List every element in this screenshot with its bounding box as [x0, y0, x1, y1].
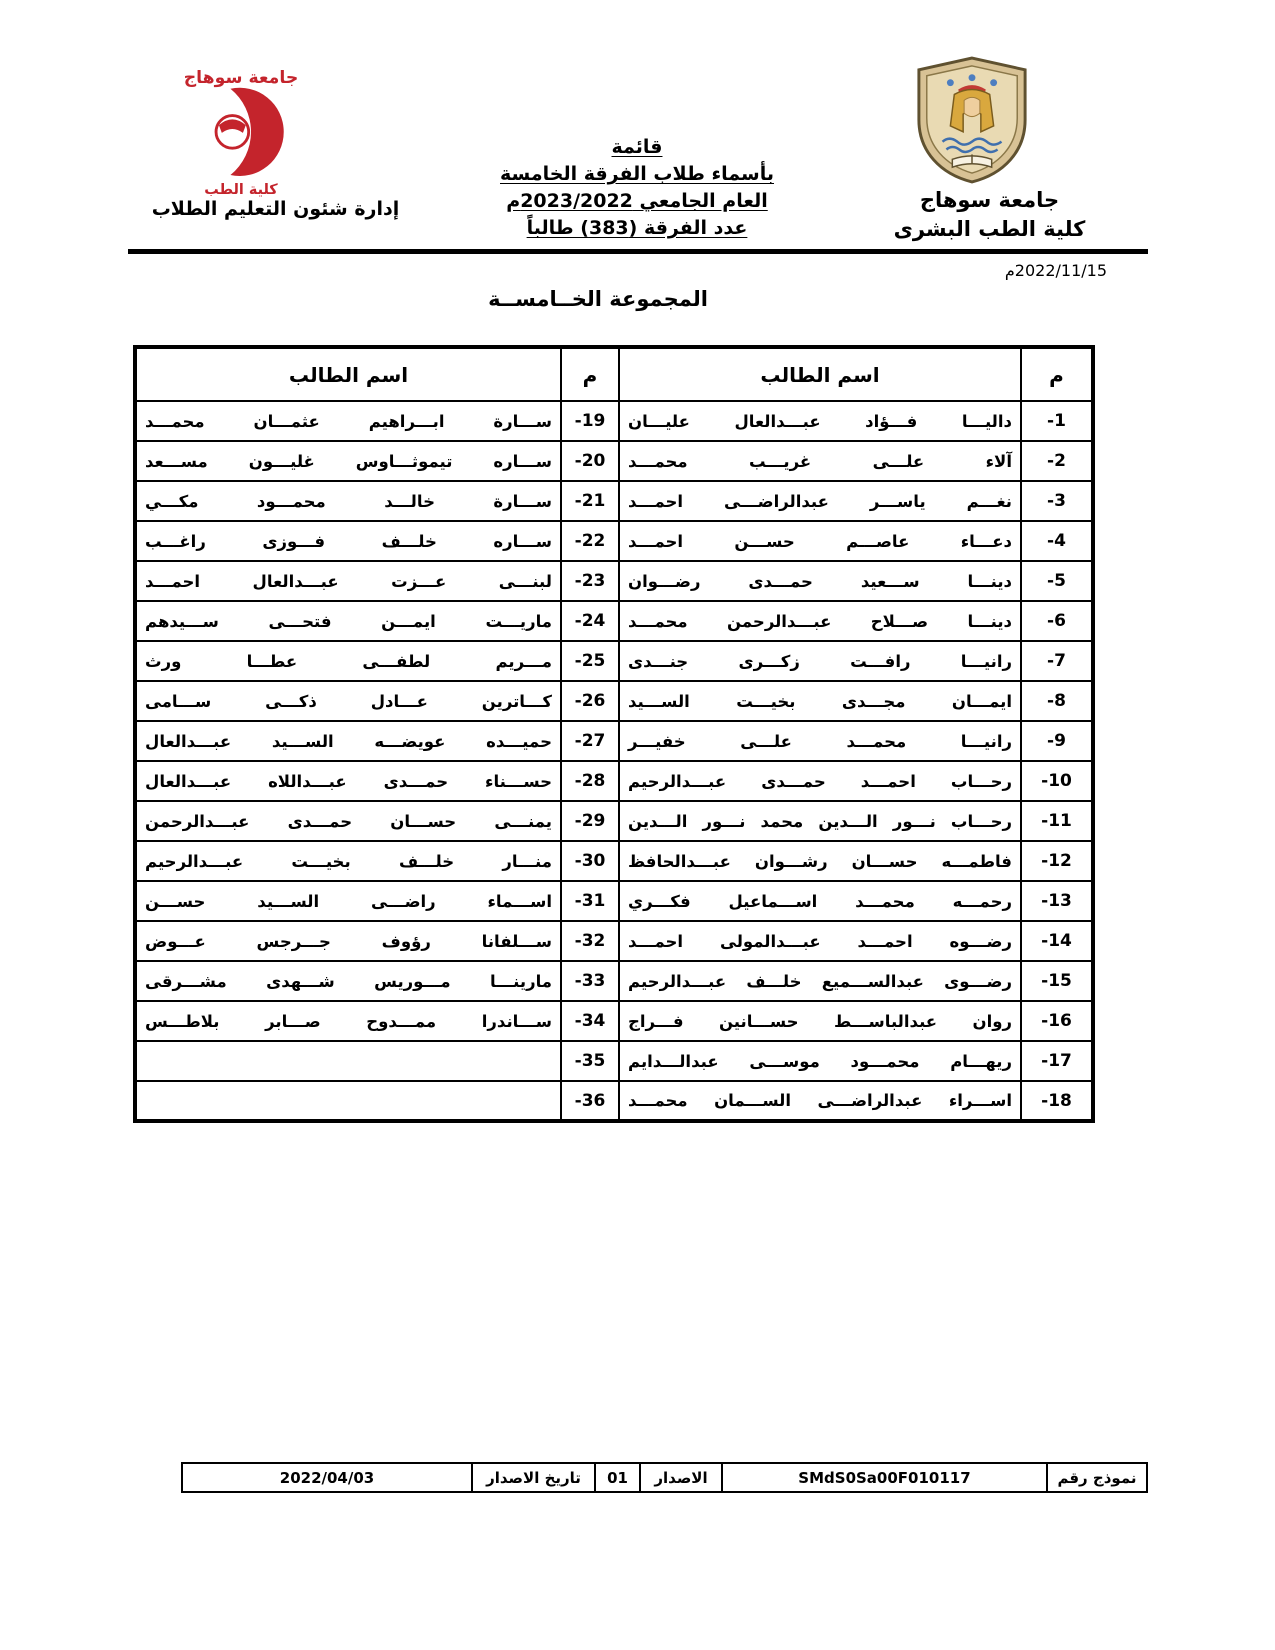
serial-number-cell: -4: [1021, 521, 1093, 561]
serial-number-cell: -31: [561, 881, 619, 921]
student-name-cell: ســـاره تيموثـــاوس غليـــون مســـعد: [135, 441, 561, 481]
student-name-cell: روان عبدالباســـط حســـانين فـــراج: [619, 1001, 1021, 1041]
student-name-cell: ســـارة ابـــراهيم عثمـــان محمـــد: [135, 401, 561, 441]
serial-number-cell: -21: [561, 481, 619, 521]
serial-number-cell: -28: [561, 761, 619, 801]
student-name-cell: [135, 1041, 561, 1081]
student-name-cell: ايمـــان مجـــدى بخيـــت الســـيد: [619, 681, 1021, 721]
serial-number-cell: -35: [561, 1041, 619, 1081]
table-row: [135, 401, 1093, 441]
student-name-cell: نغـــم ياســـر عبدالراضـــى احمـــد: [619, 481, 1021, 521]
student-name-cell: مـــريم لطفـــى عطـــا ورث: [135, 641, 561, 681]
serial-number-cell: -27: [561, 721, 619, 761]
student-name-cell: ســـارة خالـــد محمـــود مكـــي: [135, 481, 561, 521]
student-name-cell: رضـــوى عبدالســـميع خلـــف عبـــدالرحيم: [619, 961, 1021, 1001]
serial-number-cell: -25: [561, 641, 619, 681]
student-name-cell: لبنـــى عـــزت عبـــدالعال احمـــد: [135, 561, 561, 601]
serial-number-cell: -3: [1021, 481, 1093, 521]
serial-number-cell: -26: [561, 681, 619, 721]
serial-number-cell: -2: [1021, 441, 1093, 481]
table-row: [135, 1041, 1093, 1081]
table-row: [135, 481, 1093, 521]
serial-number-cell: -10: [1021, 761, 1093, 801]
student-name-cell: حســـناء حمـــدى عبـــداللاه عبـــدالعال: [135, 761, 561, 801]
table-row: [135, 761, 1093, 801]
serial-number-cell: -18: [1021, 1081, 1093, 1121]
doc-subtitle: بأسماء طلاب الفرقة الخامسة: [500, 163, 774, 185]
serial-number-cell: -11: [1021, 801, 1093, 841]
shield-icon: [913, 54, 1031, 186]
serial-number-cell: -12: [1021, 841, 1093, 881]
serial-number-cell: -17: [1021, 1041, 1093, 1081]
academic-year: العام الجامعي 2023/2022م: [506, 190, 768, 212]
faculty-name: كلية الطب البشرى: [893, 217, 1086, 241]
header-divider: [128, 249, 1148, 254]
student-name-cell: رحـــاب احمـــد حمـــدى عبـــدالرحيم: [619, 761, 1021, 801]
student-name-cell: مارينـــا مـــوريس شـــهدى مشـــرقى: [135, 961, 561, 1001]
table-header-row: [135, 347, 1093, 401]
form-number-value: SMdS0Sa00F010117: [722, 1463, 1047, 1492]
table-row: [135, 881, 1093, 921]
issue-date-value: 2022/04/03: [182, 1463, 472, 1492]
university-shield-logo: [913, 54, 1031, 186]
column-header-num-right: م: [1021, 347, 1093, 401]
doc-title: قائمة: [611, 136, 663, 158]
serial-number-cell: -29: [561, 801, 619, 841]
table-row: [135, 521, 1093, 561]
serial-number-cell: -7: [1021, 641, 1093, 681]
issue-label: الاصدار: [640, 1463, 722, 1492]
serial-number-cell: -14: [1021, 921, 1093, 961]
student-name-cell: ســـلفانا رؤوف جـــرجس عـــوض: [135, 921, 561, 961]
university-name: جامعة سوهاج: [919, 188, 1060, 212]
student-name-cell: اســـراء عبدالراضـــى الســـمان محمـــد: [619, 1081, 1021, 1121]
crescent-icon: [146, 58, 336, 200]
serial-number-cell: -36: [561, 1081, 619, 1121]
serial-number-cell: -32: [561, 921, 619, 961]
student-name-cell: دينـــا صـــلاح عبـــدالرحمن محمـــد: [619, 601, 1021, 641]
serial-number-cell: -24: [561, 601, 619, 641]
student-name-cell: رانيـــا محمـــد علـــى خفيـــر: [619, 721, 1021, 761]
form-number-label: نموذج رقم: [1047, 1463, 1147, 1492]
student-name-cell: ســـاندرا ممـــدوح صـــابر بلاطـــس: [135, 1001, 561, 1041]
serial-number-cell: -8: [1021, 681, 1093, 721]
issue-value: 01: [595, 1463, 640, 1492]
student-name-cell: كـــاترين عـــادل ذكـــى ســـامى: [135, 681, 561, 721]
table-row: [135, 561, 1093, 601]
serial-number-cell: -19: [561, 401, 619, 441]
table-row: [135, 681, 1093, 721]
table-row: [135, 961, 1093, 1001]
table-row: [135, 801, 1093, 841]
student-name-cell: دينـــا ســـعيد حمـــدى رضـــوان: [619, 561, 1021, 601]
table-row: [135, 841, 1093, 881]
student-name-cell: منـــار خلـــف بخيـــت عبـــدالرحيم: [135, 841, 561, 881]
student-name-cell: رانيـــا رافـــت زكـــرى جنـــدى: [619, 641, 1021, 681]
serial-number-cell: -20: [561, 441, 619, 481]
table-row: [135, 1081, 1093, 1121]
column-header-name-right: اسم الطالب: [619, 347, 1021, 401]
serial-number-cell: -5: [1021, 561, 1093, 601]
table-row: [135, 601, 1093, 641]
footer-row: [182, 1463, 1147, 1492]
student-name-cell: داليـــا فـــؤاد عبـــدالعال عليـــان: [619, 401, 1021, 441]
serial-number-cell: -13: [1021, 881, 1093, 921]
serial-number-cell: -9: [1021, 721, 1093, 761]
department-label: إدارة شئون التعليم الطلاب: [151, 198, 400, 220]
student-name-cell: رحـــاب نـــور الـــدين محمد نـــور الـــدين: [619, 801, 1021, 841]
table-row: [135, 1001, 1093, 1041]
student-name-cell: آلاء علـــى غريـــب محمـــد: [619, 441, 1021, 481]
student-name-cell: رحمـــه محمـــد اســـماعيل فكـــري: [619, 881, 1021, 921]
serial-number-cell: -34: [561, 1001, 619, 1041]
serial-number-cell: -6: [1021, 601, 1093, 641]
column-header-name-left: اسم الطالب: [135, 347, 561, 401]
student-name-cell: فاطمـــه حســـان رشـــوان عبـــدالحافظ: [619, 841, 1021, 881]
student-name-cell: يمنـــى حســـان حمـــدى عبـــدالرحمن: [135, 801, 561, 841]
crescent-logo-top-text: جامعة سوهاج: [183, 67, 299, 88]
serial-number-cell: -22: [561, 521, 619, 561]
serial-number-cell: -1: [1021, 401, 1093, 441]
student-name-cell: دعـــاء عاصـــم حســـن احمـــد: [619, 521, 1021, 561]
serial-number-cell: -15: [1021, 961, 1093, 1001]
group-title: المجموعة الخــامســة: [488, 287, 708, 311]
serial-number-cell: -33: [561, 961, 619, 1001]
document-title-block: [437, 134, 837, 242]
student-name-cell: رضـــوه احمـــد عبـــدالمولى احمـــد: [619, 921, 1021, 961]
org-name-block: [872, 186, 1107, 244]
serial-number-cell: -30: [561, 841, 619, 881]
document-date: 2022/11/15م: [1004, 261, 1107, 280]
class-count: عدد الفرقة (383) طالباً: [526, 217, 748, 239]
table-row: [135, 921, 1093, 961]
table-row: [135, 641, 1093, 681]
faculty-crescent-logo: [146, 58, 336, 200]
serial-number-cell: -16: [1021, 1001, 1093, 1041]
student-name-cell: ماريـــت ايمـــن فتحـــى ســـيدهم: [135, 601, 561, 641]
table-row: [135, 721, 1093, 761]
student-name-cell: اســـماء راضـــى الســـيد حســـن: [135, 881, 561, 921]
student-name-cell: ســـاره خلـــف فـــوزى راغـــب: [135, 521, 561, 561]
student-table: [133, 345, 1095, 1123]
table-row: [135, 441, 1093, 481]
footer-table: [181, 1462, 1148, 1493]
issue-date-label: تاريخ الاصدار: [472, 1463, 595, 1492]
crescent-logo-bottom-text: كلية الطب: [204, 182, 278, 199]
student-name-cell: [135, 1081, 561, 1121]
student-name-cell: ريهـــام محمـــود موســـى عبدالـــدايم: [619, 1041, 1021, 1081]
column-header-num-left: م: [561, 347, 619, 401]
student-name-cell: حميـــده عويضـــه الســـيد عبـــدالعال: [135, 721, 561, 761]
serial-number-cell: -23: [561, 561, 619, 601]
